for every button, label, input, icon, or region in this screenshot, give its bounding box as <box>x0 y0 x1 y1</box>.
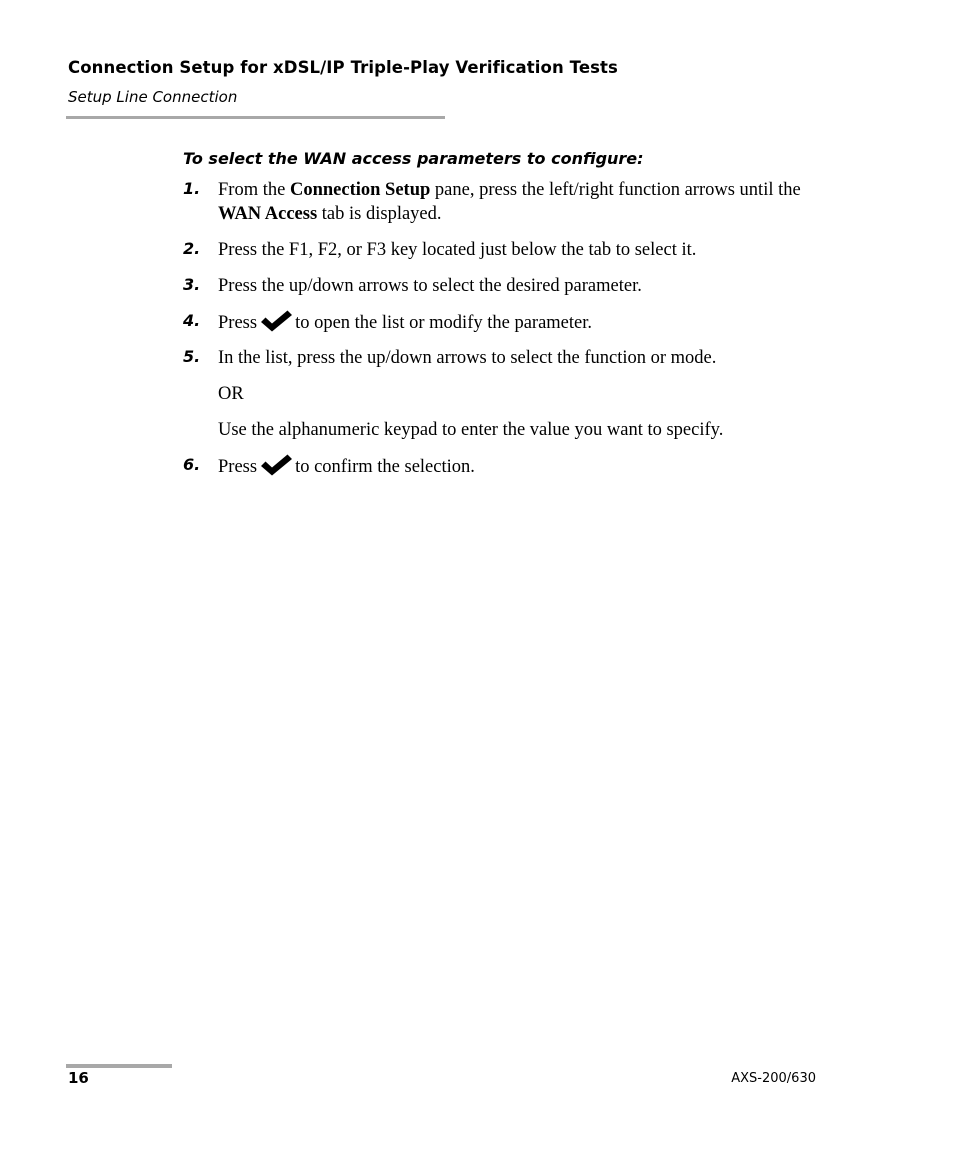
ui-term-wan-access: WAN Access <box>218 204 318 224</box>
step-number: 3. <box>183 275 201 294</box>
step-text-part: to confirm the selection. <box>295 457 475 477</box>
step-text: In the list, press the up/down arrows to select the function or mode. <box>218 348 717 368</box>
step-text-part: Press <box>218 313 258 333</box>
product-code: AXS-200/630 <box>731 1071 816 1086</box>
ui-term-connection-setup: Connection Setup <box>289 180 431 200</box>
header-divider <box>66 116 445 119</box>
step-text: Press the up/down arrows to select the desired parameter. <box>218 276 642 296</box>
footer-divider <box>66 1064 172 1068</box>
procedure-heading: To select the WAN access parameters to configure: <box>183 149 644 168</box>
step-text-part: From the <box>218 180 290 200</box>
page-number: 16 <box>68 1069 89 1087</box>
step-number: 4. <box>183 311 201 330</box>
step-number: 1. <box>183 179 201 198</box>
step-number: 6. <box>183 455 201 474</box>
step-text: Press the F1, F2, or F3 key located just below the tab to select it. <box>218 240 697 260</box>
alternative-instruction: Use the alphanumeric keypad to enter the value you want to specify. <box>218 420 724 440</box>
header-subtitle: Setup Line Connection <box>68 88 238 106</box>
checkmark-icon <box>260 454 293 476</box>
checkmark-icon <box>260 310 293 332</box>
step-text-part: Press <box>218 457 258 477</box>
step-text-part: tab is displayed. <box>317 204 442 224</box>
step-number: 5. <box>183 347 201 366</box>
header-title: Connection Setup for xDSL/IP Triple-Play Verification Tests <box>68 58 618 77</box>
step-text <box>218 178 823 226</box>
step-text-part: to open the list or modify the parameter. <box>295 313 593 333</box>
step-text <box>218 454 823 479</box>
step-number: 2. <box>183 239 201 258</box>
or-separator: OR <box>218 384 244 404</box>
step-text-part: pane, press the left/right function arrows until the <box>430 180 801 200</box>
step-text <box>218 310 823 335</box>
